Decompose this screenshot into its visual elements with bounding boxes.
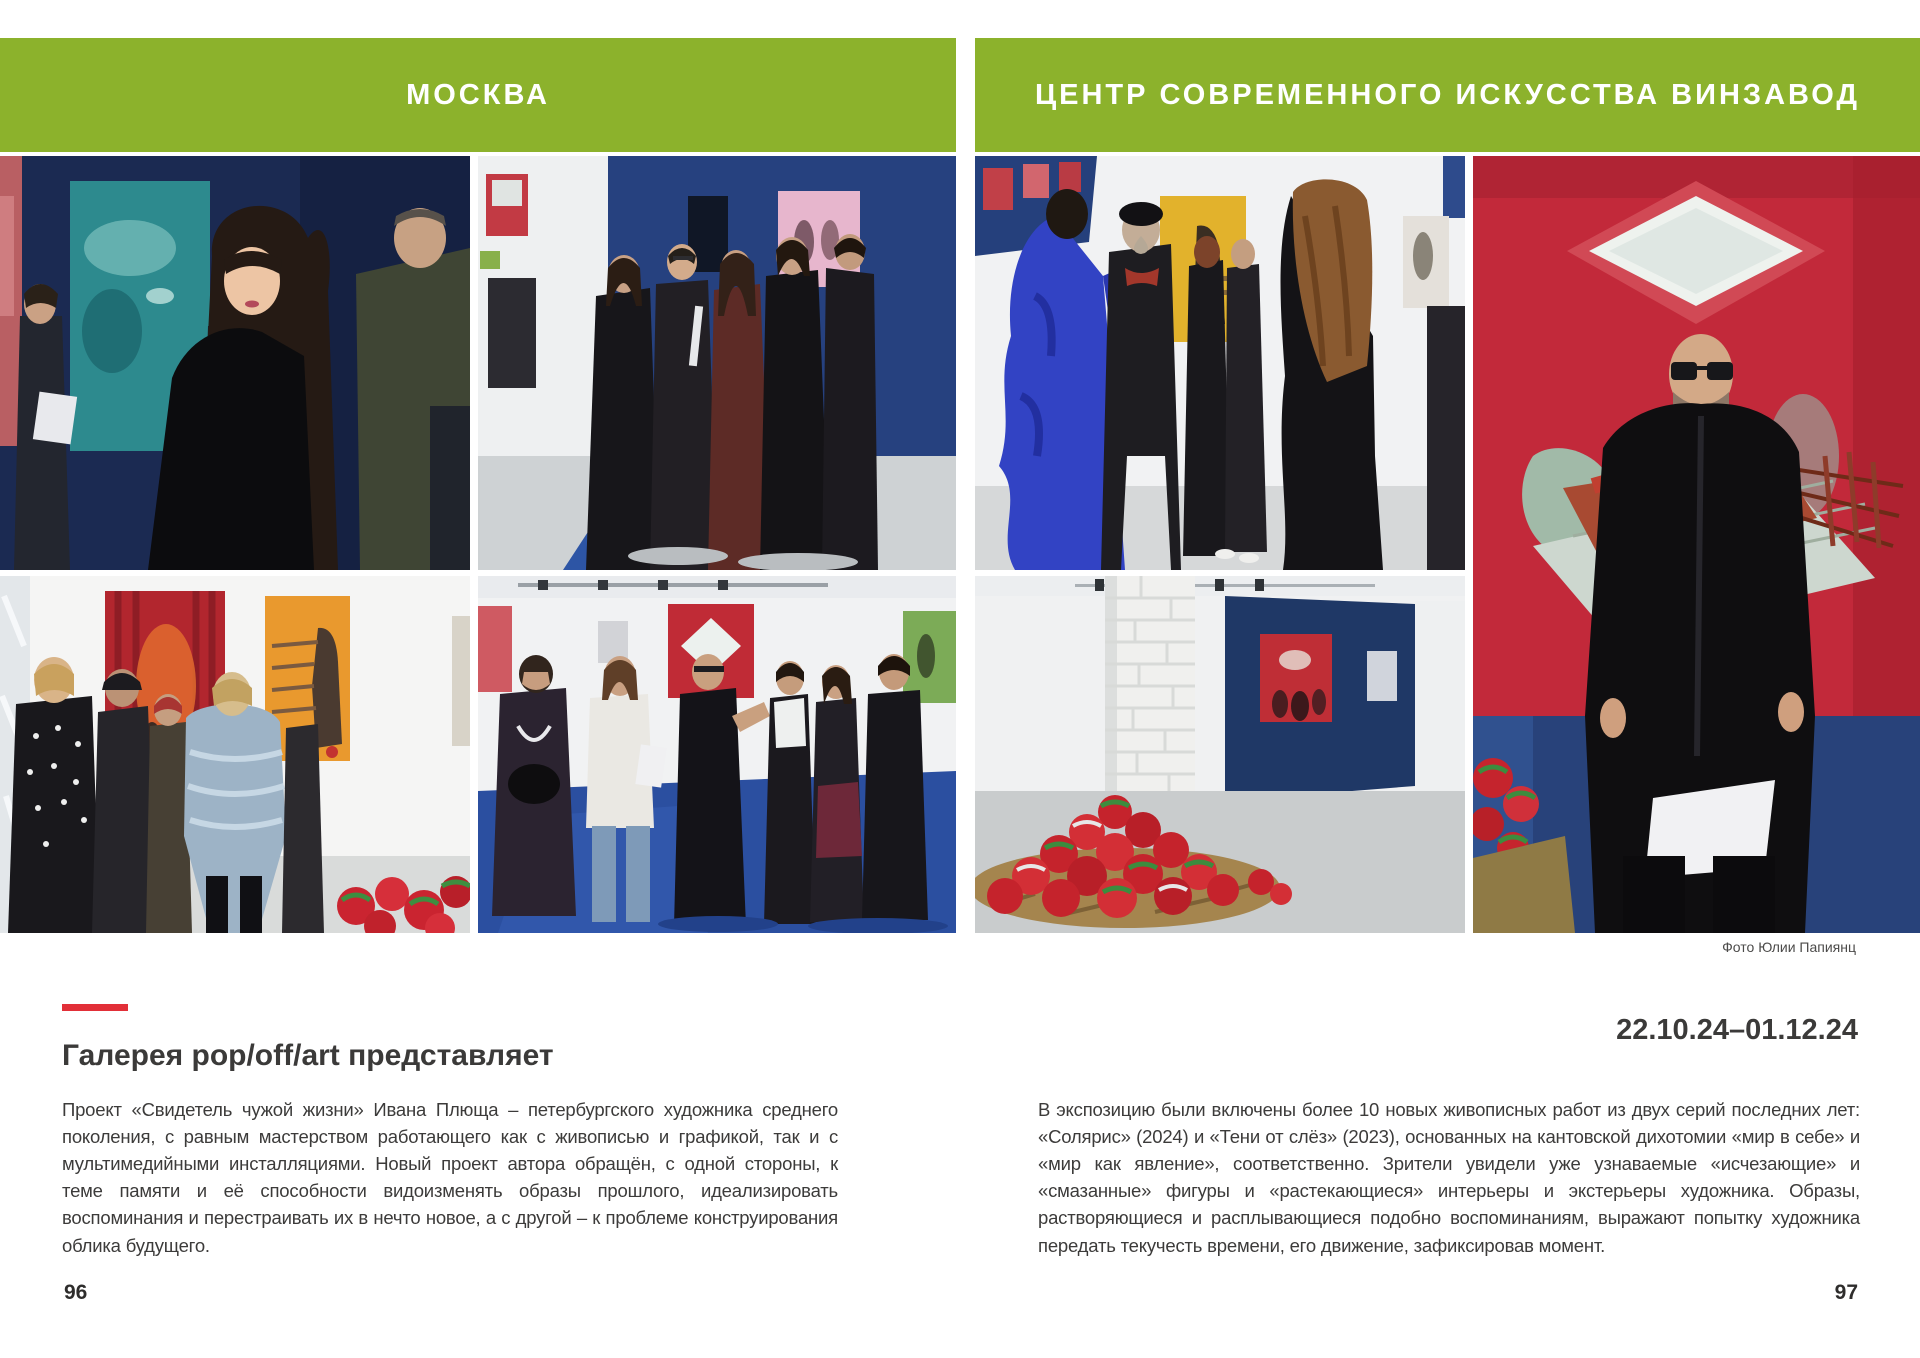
blue-dress-visitors-illustration (975, 156, 1465, 570)
group-viewing-illustration (478, 156, 956, 570)
right-page-number: 97 (1834, 1281, 1858, 1304)
photo-credit: Фото Юлии Папиянц (1722, 939, 1856, 955)
blue-floor-crowd-illustration (478, 576, 956, 933)
right-header-label: ЦЕНТР СОВРЕМЕННОГО ИСКУССТВА ВИНЗАВОД (1034, 78, 1861, 111)
blue-floor-crowd-photo (478, 576, 956, 933)
section-heading: Галерея pop/off/art представляет (62, 1038, 554, 1072)
left-page-header-bar (0, 38, 956, 152)
red-curtain-artwork-illustration (0, 576, 470, 933)
group-viewing-exhibition-photo (478, 156, 956, 570)
artist-portrait-photo (1473, 156, 1920, 933)
red-balls-installation-illustration (975, 576, 1465, 933)
left-header-label: МОСКВА (406, 78, 550, 111)
right-page-header-bar (975, 38, 1920, 152)
exhibition-dates: 22.10.24–01.12.24 (1616, 1014, 1858, 1046)
red-balls-installation-photo (975, 576, 1465, 933)
red-accent-rule (62, 1004, 128, 1011)
red-curtain-artwork-visitors-photo (0, 576, 470, 933)
blue-dress-visitors-photo (975, 156, 1465, 570)
left-page-number: 96 (64, 1281, 88, 1304)
visitor-portrait-photo (0, 156, 470, 570)
artist-portrait-illustration (1473, 156, 1920, 933)
left-body-paragraph: Проект «Свидетель чужой жизни» Ивана Плюща – петербургского художника среднего поколения, с равным мастерством работающего как с живописью и графикой, так и с мультимедийными инсталляциями. Новый проект автора обращён, с одной стороны, к теме памяти и её способности видоизменять образы прошлого, идеализировать воспоминания и перестраивать их в нечто новое, а с другой – к проблеме конструирования облика будущего. (62, 1098, 838, 1256)
right-body-paragraph: В экспозицию были включены более 10 новых живописных работ из двух серий последних лет: «Солярис» (2024) и «Тени от слёз» (2023), основанных на кантовской дихотомии «мир в себе» и «мир как явление», соответственно. Зрители увидели уже узнаваемые «исчезающие» и «смазанные» фигуры и «растекающиеся» интерьеры и экстерьеры художника. Образы, растворяющиеся и расплывающиеся подобно воспоминаниям, выражают попытку художника передать текучесть времени, его движение, зафиксировав момент. (1038, 1098, 1860, 1256)
visitor-portrait-illustration (0, 156, 470, 570)
